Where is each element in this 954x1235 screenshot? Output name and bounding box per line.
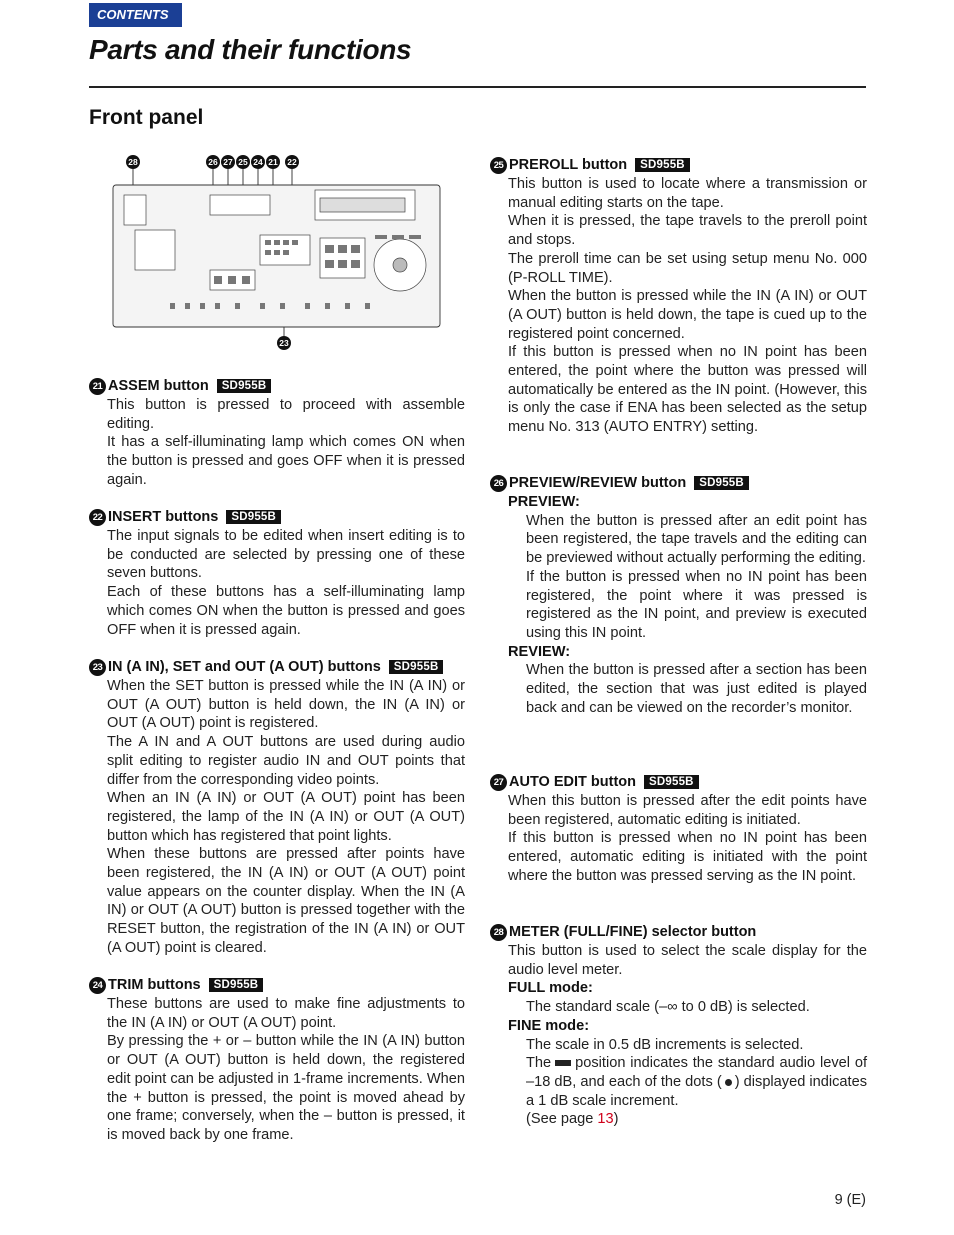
- item-text: These buttons are used to make fine adjustments to the IN (A IN) or OUT (A OUT) point.: [107, 996, 465, 1031]
- model-badge: SD955B: [644, 775, 699, 789]
- item-text: When the button is pressed after a section has been edited, the section that was just edited is played back and can be viewed on the recorder’s monitor.: [526, 662, 867, 716]
- model-badge: SD955B: [209, 978, 264, 992]
- full-mode-label: FULL mode:: [508, 980, 593, 997]
- item-text: When this button is pressed after the edit points have been registered, automatic editing is initiated.: [508, 793, 867, 828]
- svg-text:22: 22: [287, 157, 297, 167]
- item-number: 23: [89, 659, 106, 676]
- item-title: PREROLL button: [509, 157, 628, 173]
- svg-text:21: 21: [268, 157, 278, 167]
- model-badge: SD955B: [694, 476, 749, 490]
- item-title: ASSEM button: [108, 378, 209, 394]
- item-number: 26: [490, 475, 507, 492]
- svg-text:23: 23: [279, 338, 289, 348]
- item-text: The input signals to be edited when insert editing is to be conducted are selected by pressing one of these seven buttons.: [107, 528, 465, 582]
- item-title: INSERT buttons: [108, 509, 219, 525]
- callout-22: [285, 155, 299, 169]
- callout-27: [221, 155, 235, 169]
- item-number: 25: [490, 157, 507, 174]
- page-title: Parts and their functions: [89, 34, 412, 65]
- item-text: This button is used to select the scale display for the audio level meter.: [508, 943, 867, 978]
- callout-24: [251, 155, 265, 169]
- callout-28-text: 28: [128, 157, 138, 167]
- model-badge: SD955B: [217, 379, 272, 393]
- fine-mode-label: FINE mode:: [508, 1017, 590, 1034]
- item-text: The position indicates the standard audio level of –18 dB, and each of the dots ( ) displayed indicates a 1 dB scale increment.: [526, 1055, 867, 1109]
- item-text: When an IN (A IN) or OUT (A OUT) point has been registered, the lamp of the IN (A IN) or OUT (A OUT) button which has registered that point lights.: [107, 790, 465, 844]
- item-text: When it is pressed, the tape travels to the preroll point and stops.: [508, 213, 867, 249]
- callout-28: [126, 155, 140, 169]
- item-text: This button is pressed to proceed with assemble editing.: [107, 397, 465, 432]
- item-text: If this button is pressed when no IN point has been entered, the point where the button was pressed will automatically be entered as the IN point. (However, this is only the case if ENA has been selected as the setup menu No. 313 (AUTO ENTRY) setting.: [508, 344, 867, 436]
- section-title: Front panel: [89, 106, 204, 129]
- item-insert: [89, 507, 465, 639]
- model-badge: SD955B: [226, 510, 281, 524]
- item-preview-review: [490, 473, 867, 717]
- item-text: By pressing the + or – button while the IN (A IN) button or OUT (A OUT) button is held down, the registered edit point can be adjusted in 1-frame increments. When the + button is pressed, the point is moved ahead by one frame; conversely, when the – button is pressed, it is moved back by one frame.: [107, 1033, 465, 1143]
- item-number: 22: [89, 509, 106, 526]
- item-text: It has a self-illuminating lamp which comes ON when the button is pressed and goes OFF when it is pressed again.: [107, 434, 465, 488]
- item-auto-edit: [490, 772, 867, 886]
- preview-label: PREVIEW:: [508, 494, 580, 510]
- svg-text:24: 24: [253, 157, 263, 167]
- dash-marker-icon: [555, 1060, 571, 1066]
- callout-25: [236, 155, 250, 169]
- svg-text:25: 25: [238, 157, 248, 167]
- item-title: METER (FULL/FINE) selector button: [509, 924, 757, 940]
- dot-marker-icon: [725, 1079, 732, 1086]
- front-panel-illustration: [110, 150, 450, 355]
- item-number: 28: [490, 924, 507, 941]
- item-text: The scale in 0.5 dB increments is selected.: [526, 1036, 804, 1053]
- item-text: This button is used to locate where a transmission or manual editing starts on the tape.: [508, 176, 867, 211]
- item-text: When these buttons are pressed after points have been registered, the IN (A IN) or OUT (A OUT) point value appears on the counter display. When the IN (A IN) or OUT (A OUT) button is pressed together with the RESET button, the registration of the IN (A IN) or OUT (A OUT) point is cleared.: [107, 846, 465, 956]
- item-title: AUTO EDIT button: [509, 774, 636, 790]
- page-link[interactable]: 13: [597, 1111, 614, 1128]
- contents-tab[interactable]: CONTENTS: [89, 3, 182, 27]
- see-page-reference: (See page 13): [526, 1111, 619, 1128]
- item-number: 27: [490, 774, 507, 791]
- callout-23: [277, 336, 291, 350]
- item-text: The preroll time can be set using setup menu No. 000 (P-ROLL TIME).: [508, 250, 867, 286]
- svg-text:26: 26: [208, 157, 218, 167]
- item-preroll: [490, 155, 867, 437]
- item-number: 21: [89, 378, 106, 395]
- item-text: When the button is pressed while the IN (A IN) or OUT (A OUT) button is held down, the tape is cued up to the registered point concerned.: [508, 288, 867, 342]
- model-badge: SD955B: [389, 660, 444, 674]
- item-text: When the SET button is pressed while the IN (A IN) or OUT (A OUT) button is held down, the IN (A IN) or OUT (A OUT) point is registered.: [107, 678, 465, 732]
- review-label: REVIEW:: [508, 643, 571, 660]
- title-rule: [89, 86, 866, 88]
- item-text: The standard scale (–∞ to 0 dB) is selected.: [526, 999, 810, 1016]
- item-assem: [89, 376, 465, 490]
- item-trim: [89, 975, 465, 1145]
- item-title: TRIM buttons: [108, 977, 201, 993]
- item-meter-selector: [490, 922, 867, 1129]
- model-badge: SD955B: [635, 158, 690, 172]
- item-number: 24: [89, 977, 106, 994]
- svg-text:27: 27: [223, 157, 233, 167]
- item-in-set-out: [89, 657, 465, 958]
- callout-21: [266, 155, 280, 169]
- item-title: PREVIEW/REVIEW button: [509, 475, 687, 491]
- item-text: Each of these buttons has a self-illuminating lamp which comes ON when the button is pressed and goes OFF when it is pressed again.: [107, 584, 465, 638]
- item-text: If the button is pressed when no IN point has been registered, the point where it was pressed is registered as the IN point, and preview is executed using this IN point.: [526, 568, 867, 641]
- item-text: If this button is pressed when no IN point has been entered, automatic editing is initiated with the point where the button was pressed serving as the IN point.: [508, 830, 867, 884]
- callout-26: [206, 155, 220, 169]
- item-text: When the button is pressed after an edit point has been registered, the tape travels and the editing can be previewed without actually performing the editing.: [526, 512, 867, 567]
- item-title: IN (A IN), SET and OUT (A OUT) buttons: [108, 659, 381, 675]
- item-text: The A IN and A OUT buttons are used during audio split editing to register audio IN and OUT points that differ from the corresponding video points.: [107, 734, 465, 788]
- page-number: 9 (E): [834, 1192, 866, 1208]
